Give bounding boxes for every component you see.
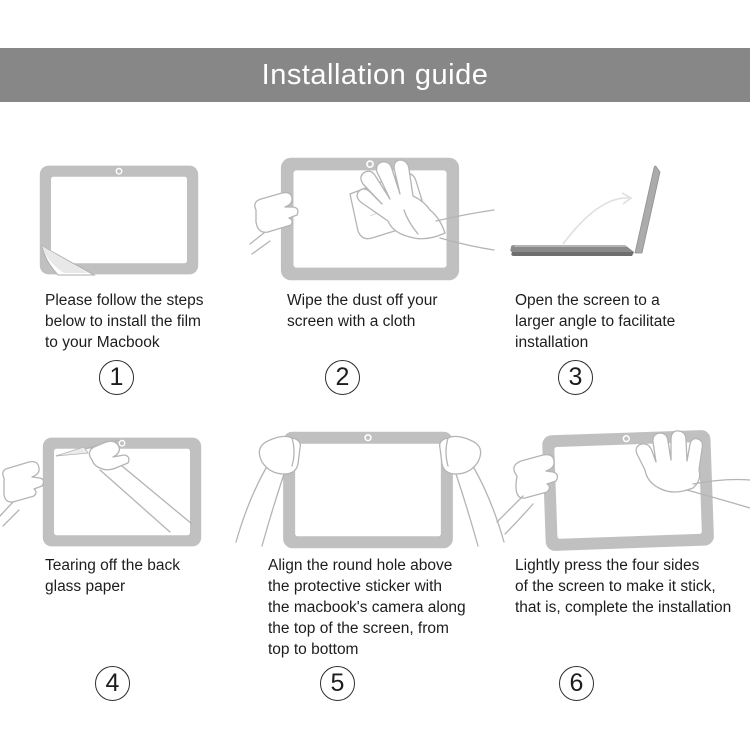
open-laptop-illustration xyxy=(505,152,660,270)
screen-film-peel-illustration xyxy=(38,158,200,280)
step-5-text: Align the round hole above the protective sticker with the macbook's camera along the top of the screen, from top to bottom xyxy=(268,557,466,658)
step-5-number-badge xyxy=(320,666,355,701)
header-banner xyxy=(0,48,750,102)
step-6-number: 6 xyxy=(569,669,584,697)
align-film-two-hands-illustration xyxy=(228,428,512,550)
step-3-number: 3 xyxy=(568,363,583,391)
step-4-text: Tearing off the back glass paper xyxy=(45,557,180,595)
step-2-text: Wipe the dust off your screen with a cloth xyxy=(287,292,438,330)
step-5-number: 5 xyxy=(330,669,345,697)
page-title: Installation guide xyxy=(261,58,489,91)
step-2-number: 2 xyxy=(335,363,350,391)
step-1-number: 1 xyxy=(109,363,124,391)
step-1-text: Please follow the steps below to install the film to your Macbook xyxy=(45,292,204,351)
step-4-number: 4 xyxy=(105,669,120,697)
tear-back-paper-illustration xyxy=(0,428,250,550)
step-4-number-badge xyxy=(95,666,130,701)
step-2-number-badge xyxy=(325,360,360,395)
step-1-number-badge xyxy=(99,360,134,395)
step-3-text: Open the screen to a larger angle to facilitate installation xyxy=(515,292,676,351)
step-6-text: Lightly press the four sides of the screen to make it stick, that is, complete the installation xyxy=(515,557,732,616)
press-four-sides-illustration xyxy=(497,428,750,550)
step-6-number-badge xyxy=(559,666,594,701)
step-3-number-badge xyxy=(558,360,593,395)
wipe-screen-illustration xyxy=(250,154,495,282)
